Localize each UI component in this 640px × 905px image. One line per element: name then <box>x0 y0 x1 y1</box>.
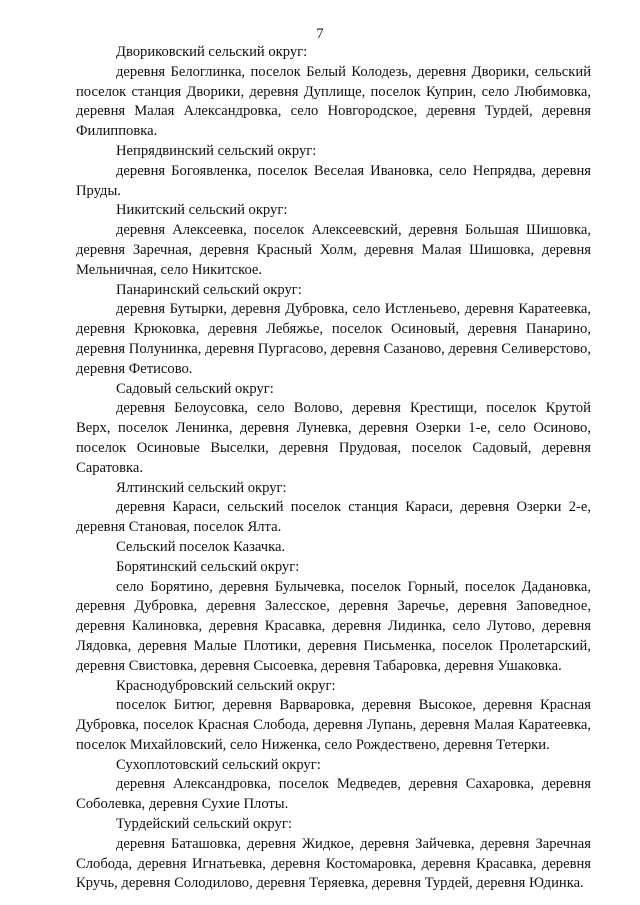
section-heading-krasnodubrovsky: Краснодубровский сельский округ: <box>116 677 336 694</box>
section-text-turdeysky: деревня Баташовка, деревня Жидкое, деревня Зайчевка, деревня Заречная Слобода, деревня Игнатьевка, деревня Костомаровка, деревня Красавка, деревня Кручь, деревня Солодилово, деревня Теряевка, деревня Турдей, деревня Юдинка. <box>76 835 591 892</box>
section-text-yaltinsky: деревня Караси, сельский поселок станция Караси, деревня Озерки 2-е, деревня Становая, поселок Ялта. <box>76 499 591 536</box>
section-heading-yaltinsky: Ялтинский сельский округ: <box>116 479 287 496</box>
section-heading-dvorikovsky: Двориковский сельский округ: <box>116 44 308 60</box>
page-number: 7 <box>316 26 324 42</box>
section-text-panarinsky: деревня Бутырки, деревня Дубровка, село Истленьево, деревня Каратеевка, деревня Крюковка, деревня Лебяжье, поселок Осиновый, деревня Панарино, деревня Полунинка, деревня Пургасово, деревня Сазаново, деревня Селиверстово, деревня Фетисово. <box>76 301 591 377</box>
section-text-sukhoplotovsky: деревня Александровка, поселок Медведев, деревня Сахаровка, деревня Соболевка, деревня Сухие Плоты. <box>76 776 591 813</box>
section-heading-sadovy: Садовый сельский округ: <box>116 380 274 397</box>
section-text-boryatinsky: село Борятино, деревня Булычевка, поселок Горный, поселок Дадановка, деревня Дубровка, деревня Залесское, деревня Заречье, деревня Заповедное, деревня Калиновка, деревня Красавка, деревня Лидинка, село Лутово, деревня Лядовка, деревня Малые Плотики, деревня Письменка, поселок Пролетарский, деревня Свистовка, деревня Сысоевка, деревня Табаровка, деревня Ушаковка. <box>76 578 591 674</box>
section-heading-nepryadvinsky: Непрядвинский сельский округ: <box>116 142 317 159</box>
section-heading-panarinsky: Панаринский сельский округ: <box>116 281 302 298</box>
section-heading-sukhoplotovsky: Сухоплотовский сельский округ: <box>116 756 321 773</box>
section-text-nikitsky: деревня Алексеевка, поселок Алексеевский, деревня Большая Шишовка, деревня Заречная, деревня Красный Холм, деревня Малая Шишовка, деревня Мельничная, село Никитское. <box>76 222 591 278</box>
section-heading-nikitsky: Никитский сельский округ: <box>116 202 288 219</box>
section-text-nepryadvinsky: деревня Богоявленка, поселок Веселая Ивановка, село Непрядва, деревня Пруды. <box>76 162 591 199</box>
section-text-krasnodubrovsky: поселок Битюг, деревня Варваровка, деревня Высокое, деревня Красная Дубровка, поселок Красная Слобода, деревня Лупань, деревня Малая Каратеевка, поселок Михайловский, село Ниженка, село Рождествено, деревня Тетерки. <box>76 697 591 753</box>
section-text-dvorikovsky: деревня Белоглинка, поселок Белый Колодезь, деревня Дворики, сельский поселок станция Дворики, деревня Дуплище, поселок Куприн, село Любимовка, деревня Малая Александровка, село Новгородское, деревня Турдей, деревня Филипповка. <box>76 63 591 140</box>
section-heading-boryatinsky: Борятинский сельский округ: <box>116 558 300 575</box>
document-body <box>76 43 591 894</box>
section-text-sadovy: деревня Белоусовка, село Волово, деревня Крестищи, поселок Крутой Верх, поселок Ленинка, деревня Луневка, деревня Озерки 1-е, село Осиново, поселок Осиновые Выселки, деревня Прудовая, поселок Садовый, деревня Саратовка. <box>76 400 591 476</box>
section-heading-turdeysky: Турдейский сельский округ: <box>116 816 292 833</box>
section-heading-kazachka: Сельский поселок Казачка. <box>116 538 286 555</box>
